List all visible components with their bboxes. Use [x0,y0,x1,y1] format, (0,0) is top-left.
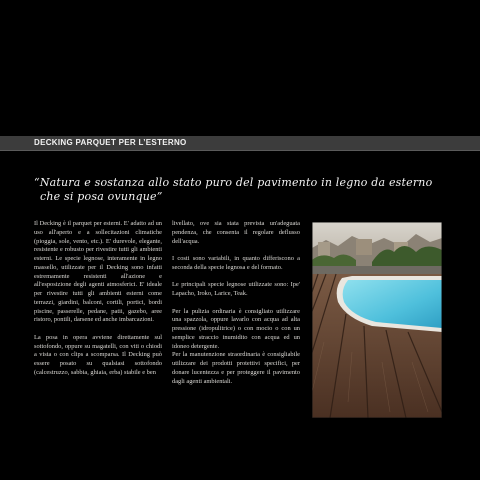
pull-quote [34,176,434,204]
paragraph: Per la manutenzione straordinaria è consigliabile utilizzare dei prodotti protettivi specifici, per donare lucentezza e per proteggere il pavimento dagli agenti ambientali. [172,351,300,385]
paragraph: La posa in opera avviene direttamente sul sottofondo, oppure su magatelli, con viti o chiodi a vista o con clips a scomparsa. Il Decking può essere posato su qualsiasi sottofondo (calcestruzzo, sabbia, ghiaia, erba) stabile e ben [34,333,162,376]
paragraph: Le principali specie legnose utilizzate sono: Ipe' Lapacho, Iroko, Larice, Teak. [172,281,300,297]
header-divider [0,150,480,151]
paragraph: I costi sono variabili, in quanto differiscono a seconda della specie legnosa e del formato. [172,255,300,271]
pull-quote-line-2: che si posa ovunque” [40,190,163,203]
pool-deck-photo [312,222,442,418]
paragraph: Per la pulizia ordinaria è consigliato utilizzare una spazzola, oppure lavarlo con acqua ad alta pressione (idropulitrice) o con mocio o con un semplice straccio inumidito con acqua ed un idoneo detergente. [172,307,300,350]
text-column-right [172,220,300,395]
section-title: DECKING PARQUET PER L’ESTERNO [34,138,187,147]
paragraph: livellato, ove sia stata prevista un'adeguata pendenza, che consenta il regolare deflusso dell'acqua. [172,220,300,245]
pull-quote-line-1: “Natura e sostanza allo stato puro del pavimento in legno da esterno [34,176,433,189]
text-column-left [34,220,162,386]
pool-deck-illustration [312,222,442,418]
paragraph: Il Decking è il parquet per esterni. E' adatto ad un uso all'aperto e a sollecitazioni climatiche (pioggia, sole, vento, etc.). E' durevole, elegante, resistente e robusto per rivestire tutti gli ambienti esterni. Le specie legnose, interamente in legno massello, utilizzate per il Decking sono infatti estremamente resistenti all'azione e all'esposizione degli agenti atmosferici. E' ideale per rivestire tutti gli ambienti esterni come terrazzi, giardini, balconi, cortili, portici, bordi piscine, passerelle, pedane, patii, gazebo, aree ristoro, pontili, darsene ed anche imbarcazioni. [34,220,162,324]
